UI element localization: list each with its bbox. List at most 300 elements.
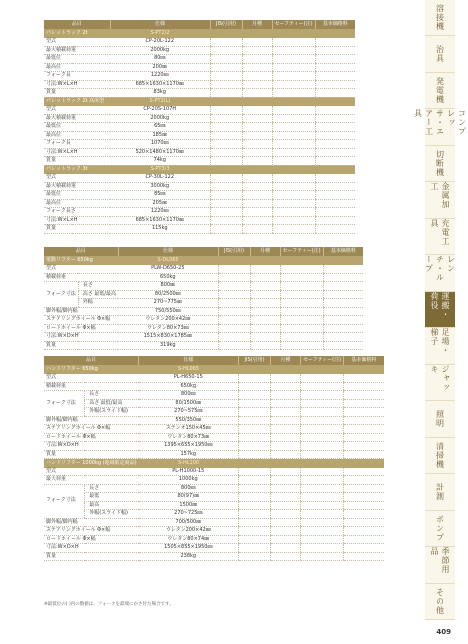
spec-label: フォーク長 xyxy=(44,72,110,81)
empty-cell xyxy=(323,307,363,316)
spec-value: 650kg xyxy=(139,382,239,391)
spec-value: 685×1630×1170㎜ xyxy=(110,216,210,225)
header-month: 月種 xyxy=(242,20,272,29)
empty-cell xyxy=(315,208,355,217)
empty-cell xyxy=(271,391,301,400)
empty-cell xyxy=(315,174,355,182)
spec-row xyxy=(44,290,363,299)
spec-row xyxy=(44,299,363,308)
spec-value: 1500㎜ xyxy=(139,501,239,510)
empty-cell xyxy=(301,450,344,459)
spec-label: 型式 xyxy=(44,38,110,46)
spec-value: 2000kg xyxy=(110,114,210,123)
empty-cell xyxy=(301,442,344,451)
empty-cell xyxy=(210,182,242,191)
empty-cell xyxy=(315,72,355,81)
empty-cell xyxy=(315,38,355,46)
empty-cell xyxy=(323,256,363,265)
spec-value: 80/1500㎜ xyxy=(139,399,239,408)
empty-cell xyxy=(344,374,384,382)
spec-label: 最高位 xyxy=(44,63,110,72)
spec-value: 270~725㎜ xyxy=(139,510,239,519)
empty-cell xyxy=(315,114,355,123)
empty-cell xyxy=(250,316,280,325)
empty-cell xyxy=(301,391,344,400)
empty-cell xyxy=(239,374,271,382)
spec-row xyxy=(44,433,384,442)
spec-value: PLW-D650-25 xyxy=(118,265,218,273)
empty-cell xyxy=(344,476,384,485)
spec-row xyxy=(44,425,384,434)
empty-cell xyxy=(271,433,301,442)
sidebar-tab[interactable] xyxy=(425,511,455,547)
spec-value: 80/2500㎜ xyxy=(118,290,218,299)
empty-cell xyxy=(250,290,280,299)
spec-row xyxy=(44,518,384,527)
empty-cell xyxy=(210,123,242,132)
spec-group-label: フォーク寸法 xyxy=(44,282,78,308)
spec-row xyxy=(44,208,355,217)
empty-cell xyxy=(242,199,272,208)
spec-label: 最低位 xyxy=(44,55,110,64)
spec-label: 型式 xyxy=(44,374,139,382)
spec-label: 寸法:W×L×H xyxy=(44,216,110,225)
spec-value: 85㎜ xyxy=(110,191,210,200)
spec-label: 型式 xyxy=(44,174,110,182)
empty-cell xyxy=(344,459,384,468)
empty-cell xyxy=(280,307,323,316)
spec-label: 積載荷重 xyxy=(44,382,139,391)
spec-label: 最大積載荷重 xyxy=(44,114,110,123)
empty-cell xyxy=(344,391,384,400)
header-price: 基本価格料 xyxy=(323,247,363,256)
empty-cell xyxy=(242,182,272,191)
product-code: S-PT3/3 xyxy=(110,165,210,174)
empty-cell xyxy=(210,140,242,149)
spec-value: 74kg xyxy=(110,157,210,166)
spec-value: 1395×655×1950㎜ xyxy=(139,442,239,451)
spec-value: 319kg xyxy=(118,341,218,350)
empty-cell xyxy=(344,399,384,408)
empty-cell xyxy=(210,191,242,200)
empty-cell xyxy=(218,273,250,282)
spec-row xyxy=(44,442,384,451)
spec-value: 200㎜ xyxy=(110,63,210,72)
empty-cell xyxy=(301,408,344,417)
spec-row xyxy=(44,391,384,400)
empty-cell xyxy=(242,174,272,182)
sidebar-tab-label: ジャッキ xyxy=(430,364,450,392)
empty-cell xyxy=(239,493,271,502)
sidebar-tab[interactable] xyxy=(425,255,455,291)
sidebar-tab[interactable] xyxy=(425,328,455,364)
header-spec: 仕様 xyxy=(110,20,210,29)
spec-row xyxy=(44,544,384,553)
product-title-row xyxy=(44,365,384,374)
header-item: 品目 xyxy=(44,356,139,365)
empty-cell xyxy=(272,72,315,81)
spec-row xyxy=(44,493,384,502)
empty-cell xyxy=(344,468,384,476)
spec-label: フォーク長さ xyxy=(44,208,110,217)
spec-row xyxy=(44,468,384,476)
empty-cell xyxy=(271,484,301,493)
sidebar-tab-label: 季節用品 xyxy=(430,547,450,575)
spec-value: 205㎜ xyxy=(110,199,210,208)
sidebar-tab[interactable] xyxy=(425,0,455,36)
table-header-row xyxy=(44,20,355,29)
spec-group-label: フォーク寸法 xyxy=(44,484,85,518)
empty-cell xyxy=(218,324,250,333)
spec-row xyxy=(44,265,363,273)
sidebar-tab[interactable] xyxy=(425,438,455,474)
sidebar-tab-label: 清掃機 xyxy=(435,441,445,469)
spec-value: 550/350㎜ xyxy=(139,416,239,425)
sidebar-tab-label: 発電機 xyxy=(435,77,445,105)
header-item: 品目 xyxy=(44,20,110,29)
empty-cell xyxy=(242,89,272,98)
empty-cell xyxy=(210,148,242,157)
empty-cell xyxy=(301,493,344,502)
empty-cell xyxy=(239,442,271,451)
empty-cell xyxy=(344,501,384,510)
spec-label: 最大荷重 xyxy=(44,476,139,485)
spec-sub-label: 高さ 最低/最高 xyxy=(85,399,139,408)
spec-label: 型式 xyxy=(44,265,118,273)
empty-cell xyxy=(344,484,384,493)
spec-row xyxy=(44,174,355,182)
empty-cell xyxy=(272,131,315,140)
empty-cell xyxy=(323,265,363,273)
spec-label: ロードホイール Φ×幅 xyxy=(44,535,139,544)
empty-cell xyxy=(272,174,315,182)
empty-cell xyxy=(315,80,355,89)
empty-cell xyxy=(315,29,355,38)
header-safety: セーフティー(注) xyxy=(301,356,344,365)
empty-cell xyxy=(323,290,363,299)
empty-cell xyxy=(315,148,355,157)
spec-row xyxy=(44,55,355,64)
empty-cell xyxy=(242,148,272,157)
empty-cell xyxy=(242,208,272,217)
spec-label: 質量 xyxy=(44,450,139,459)
spec-value: CP-20S-107H xyxy=(110,106,210,114)
empty-cell xyxy=(242,80,272,89)
empty-cell xyxy=(242,29,272,38)
empty-cell xyxy=(272,208,315,217)
product-title-row xyxy=(44,256,363,265)
header-price: 基本価格料 xyxy=(315,20,355,29)
header-safety: セーフティー(注) xyxy=(280,247,323,256)
spec-value: CP-30L-122 xyxy=(110,174,210,182)
spec-row xyxy=(44,46,355,55)
spec-value: 520×1480×1170㎜ xyxy=(110,148,210,157)
spec-value: 1220㎜ xyxy=(110,208,210,217)
spec-sub-label: 最高 xyxy=(85,501,139,510)
empty-cell xyxy=(301,382,344,391)
spec-label: 最高位 xyxy=(44,199,110,208)
empty-cell xyxy=(242,63,272,72)
empty-cell xyxy=(239,365,271,374)
spec-row xyxy=(44,38,355,46)
empty-cell xyxy=(271,501,301,510)
empty-cell xyxy=(242,46,272,55)
empty-cell xyxy=(239,425,271,434)
empty-cell xyxy=(242,140,272,149)
spec-label: ロードホイール Φ×幅 xyxy=(44,433,139,442)
empty-cell xyxy=(210,97,242,106)
spec-table-hand-lifter xyxy=(44,356,384,561)
spec-label: 質量 xyxy=(44,225,110,234)
spec-row xyxy=(44,535,384,544)
empty-cell xyxy=(344,408,384,417)
sidebar-tab-label: 溶接機 xyxy=(435,4,445,32)
empty-cell xyxy=(272,191,315,200)
empty-cell xyxy=(218,282,250,291)
empty-cell xyxy=(301,399,344,408)
empty-cell xyxy=(239,433,271,442)
empty-cell xyxy=(239,399,271,408)
empty-cell xyxy=(272,123,315,132)
empty-cell xyxy=(271,552,301,561)
spec-label: 最低位 xyxy=(44,191,110,200)
empty-cell xyxy=(239,544,271,553)
empty-cell xyxy=(344,518,384,527)
spec-group-label: フォーク寸法 xyxy=(44,391,85,417)
header-safety: セーフティー(注) xyxy=(272,20,315,29)
sidebar-tab-label: 運搬・荷役 xyxy=(430,291,450,319)
empty-cell xyxy=(315,140,355,149)
empty-cell xyxy=(280,282,323,291)
spec-row xyxy=(44,182,355,191)
product-code: S-HL065 xyxy=(139,365,239,374)
spec-row xyxy=(44,72,355,81)
empty-cell xyxy=(272,216,315,225)
sidebar-tab[interactable] xyxy=(425,292,455,328)
product-title-row xyxy=(44,165,355,174)
spec-row xyxy=(44,157,355,166)
spec-row xyxy=(44,225,355,234)
empty-cell xyxy=(210,63,242,72)
header-spec: 仕様 xyxy=(139,356,239,365)
spec-value: 80(97)㎜ xyxy=(139,493,239,502)
empty-cell xyxy=(242,131,272,140)
empty-cell xyxy=(301,416,344,425)
category-sidebar xyxy=(413,0,467,620)
empty-cell xyxy=(218,333,250,342)
page-number: 409 xyxy=(436,628,451,636)
empty-cell xyxy=(272,97,315,106)
sidebar-tab[interactable] xyxy=(425,547,455,583)
empty-cell xyxy=(323,341,363,350)
empty-cell xyxy=(242,216,272,225)
empty-cell xyxy=(218,265,250,273)
empty-cell xyxy=(301,544,344,553)
empty-cell xyxy=(315,131,355,140)
sidebar-tab[interactable] xyxy=(425,182,455,218)
empty-cell xyxy=(301,552,344,561)
product-name: パレットラック 3t xyxy=(44,165,110,174)
spec-row xyxy=(44,191,355,200)
spec-value: PL-H1000-15 xyxy=(139,468,239,476)
empty-cell xyxy=(272,157,315,166)
empty-cell xyxy=(271,468,301,476)
sidebar-tab-label: 治具 xyxy=(435,45,445,64)
spec-value: 65㎜ xyxy=(110,123,210,132)
product-code: S-PT2(L) xyxy=(110,97,210,106)
sidebar-tab[interactable] xyxy=(425,365,455,401)
spec-sub-label: 長さ xyxy=(85,484,139,493)
sidebar-tab[interactable] xyxy=(425,146,455,182)
empty-cell xyxy=(272,29,315,38)
empty-cell xyxy=(250,324,280,333)
spec-row xyxy=(44,273,363,282)
empty-cell xyxy=(280,256,323,265)
sidebar-tab-label: 照明 xyxy=(435,409,445,428)
empty-cell xyxy=(271,382,301,391)
spec-row xyxy=(44,282,363,291)
empty-cell xyxy=(250,299,280,308)
empty-cell xyxy=(315,106,355,114)
empty-cell xyxy=(242,97,272,106)
empty-cell xyxy=(210,131,242,140)
spec-value: 650kg xyxy=(118,273,218,282)
spec-sub-label: 長さ xyxy=(78,282,118,291)
empty-cell xyxy=(210,72,242,81)
empty-cell xyxy=(250,273,280,282)
empty-cell xyxy=(271,476,301,485)
spec-value: 80㎜ xyxy=(110,55,210,64)
sidebar-tab-label: レンチ・ループ xyxy=(424,255,456,283)
empty-cell xyxy=(344,535,384,544)
spec-value: 750/550㎜ xyxy=(118,307,218,316)
spec-label: 質量 xyxy=(44,157,110,166)
empty-cell xyxy=(210,106,242,114)
spec-label: 脚外幅/脚内幅 xyxy=(44,518,139,527)
empty-cell xyxy=(272,114,315,123)
sidebar-tab[interactable] xyxy=(425,401,455,437)
empty-cell xyxy=(315,63,355,72)
empty-cell xyxy=(210,38,242,46)
empty-cell xyxy=(315,182,355,191)
sidebar-tab[interactable] xyxy=(413,109,467,145)
empty-cell xyxy=(301,518,344,527)
empty-cell xyxy=(280,299,323,308)
empty-cell xyxy=(239,484,271,493)
empty-cell xyxy=(242,225,272,234)
spec-label: 型式 xyxy=(44,468,139,476)
empty-cell xyxy=(315,216,355,225)
empty-cell xyxy=(344,544,384,553)
sidebar-tab[interactable] xyxy=(425,474,455,510)
empty-cell xyxy=(250,256,280,265)
spec-label: 最低位 xyxy=(44,123,110,132)
spec-value: 800㎜ xyxy=(139,391,239,400)
spec-label: 脚外幅/脚内幅 xyxy=(44,416,139,425)
empty-cell xyxy=(315,55,355,64)
empty-cell xyxy=(315,157,355,166)
spec-value: PL-H650-15 xyxy=(139,374,239,382)
empty-cell xyxy=(218,299,250,308)
empty-cell xyxy=(239,450,271,459)
product-name: ハンドリフター 650kg xyxy=(44,365,139,374)
empty-cell xyxy=(218,316,250,325)
empty-cell xyxy=(344,382,384,391)
empty-cell xyxy=(271,459,301,468)
spec-row xyxy=(44,80,355,89)
empty-cell xyxy=(344,552,384,561)
product-name: パレットラック 2t 高床型 xyxy=(44,97,110,106)
empty-cell xyxy=(271,510,301,519)
spec-label: ロードホイール Φ×幅 xyxy=(44,324,118,333)
spec-row xyxy=(44,527,384,536)
spec-value: 185㎜ xyxy=(110,131,210,140)
empty-cell xyxy=(242,191,272,200)
product-name: 電動リフター 650kg xyxy=(44,256,118,265)
empty-cell xyxy=(315,165,355,174)
empty-cell xyxy=(344,433,384,442)
header-price: 基本価格料 xyxy=(344,356,384,365)
spec-row xyxy=(44,501,384,510)
sidebar-tab[interactable] xyxy=(425,219,455,255)
empty-cell xyxy=(271,408,301,417)
empty-cell xyxy=(280,324,323,333)
spec-label: 質量 xyxy=(44,552,139,561)
spec-row xyxy=(44,114,355,123)
empty-cell xyxy=(272,80,315,89)
empty-cell xyxy=(323,316,363,325)
spec-row xyxy=(44,450,384,459)
empty-cell xyxy=(344,425,384,434)
empty-cell xyxy=(323,273,363,282)
sidebar-tab[interactable] xyxy=(425,73,455,109)
empty-cell xyxy=(239,527,271,536)
empty-cell xyxy=(218,290,250,299)
empty-cell xyxy=(242,114,272,123)
spec-value: ウレタン200×42㎜ xyxy=(139,527,239,536)
spec-label: 質量 xyxy=(44,89,110,98)
empty-cell xyxy=(210,29,242,38)
sidebar-tab-label: ポンプ xyxy=(435,514,445,542)
sidebar-tab[interactable] xyxy=(425,36,455,72)
empty-cell xyxy=(250,341,280,350)
empty-cell xyxy=(210,55,242,64)
spec-value: 1515×830×1785㎜ xyxy=(118,333,218,342)
empty-cell xyxy=(301,527,344,536)
empty-cell xyxy=(301,425,344,434)
empty-cell xyxy=(239,468,271,476)
empty-cell xyxy=(239,518,271,527)
spec-value: 270~575㎜ xyxy=(139,408,239,417)
spec-value: CP-20L-122 xyxy=(110,38,210,46)
sidebar-tab[interactable] xyxy=(425,584,455,620)
spec-value: 1000kg xyxy=(139,476,239,485)
empty-cell xyxy=(344,510,384,519)
empty-cell xyxy=(271,442,301,451)
empty-cell xyxy=(218,341,250,350)
empty-cell xyxy=(239,476,271,485)
spec-row xyxy=(44,131,355,140)
empty-cell xyxy=(301,365,344,374)
empty-cell xyxy=(323,299,363,308)
spec-row xyxy=(44,399,384,408)
spec-row xyxy=(44,324,363,333)
spec-row xyxy=(44,148,355,157)
empty-cell xyxy=(271,493,301,502)
empty-cell xyxy=(210,80,242,89)
empty-cell xyxy=(272,89,315,98)
spec-label: ステアリングホイール Φ×幅 xyxy=(44,527,139,536)
